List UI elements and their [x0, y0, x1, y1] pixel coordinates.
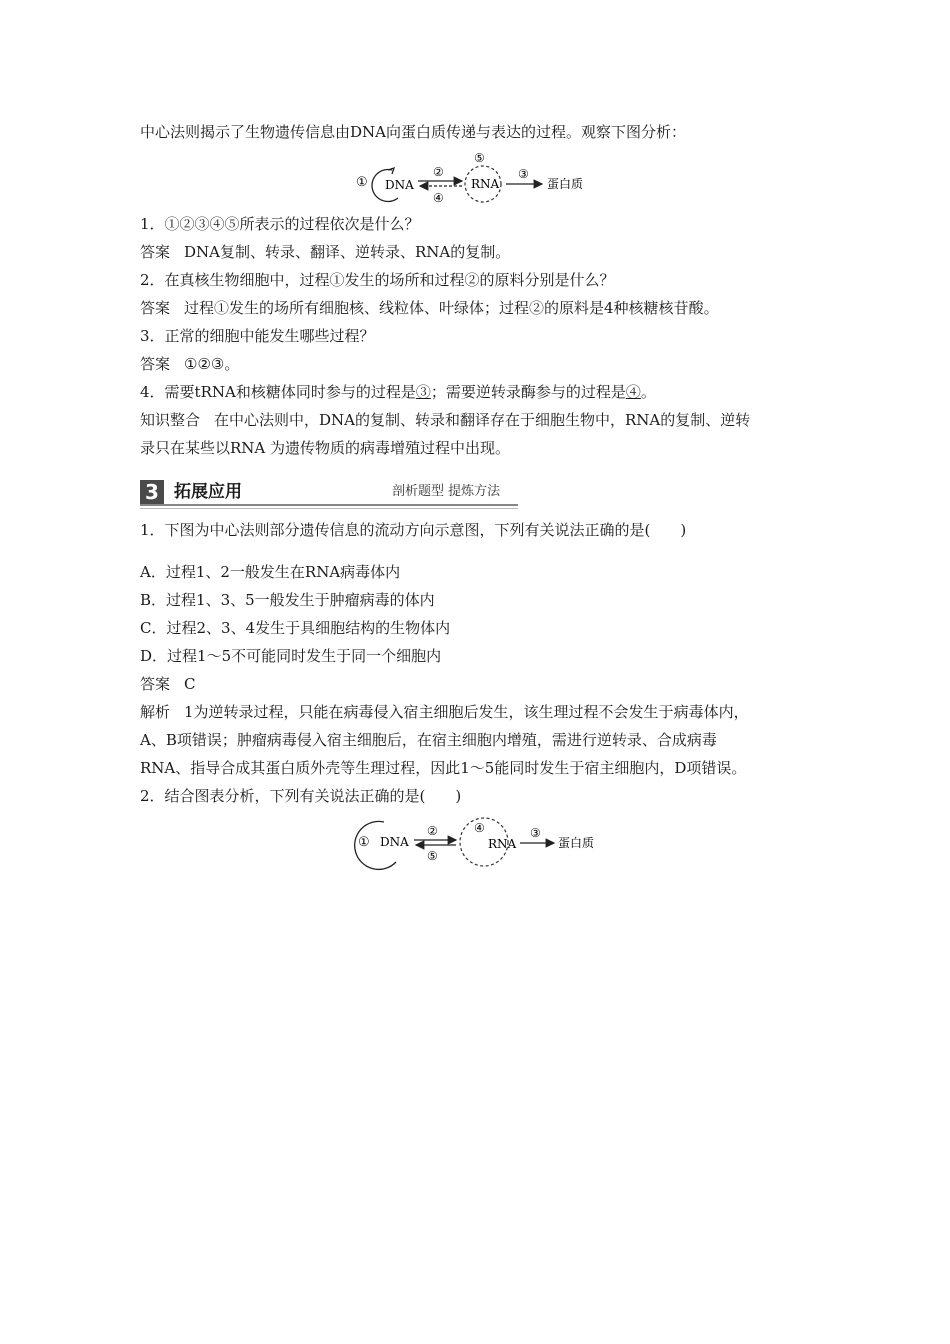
- d2-dna: DNA: [380, 835, 409, 849]
- analysis-label: 解析: [140, 703, 171, 721]
- q4-answer-1: ③: [415, 383, 431, 401]
- diagram-1-svg: [140, 146, 830, 210]
- q4-pre: 4．需要tRNA和核糖体同时参与的过程是: [140, 383, 416, 401]
- ex2-question: 2．结合图表分析，下列有关说法正确的是( ): [140, 787, 462, 805]
- figure-gap: [140, 544, 830, 558]
- answer-label: 答案: [140, 675, 171, 693]
- section-underline: [140, 504, 518, 506]
- d1-protein: 蛋白质: [547, 177, 584, 191]
- ex1-option-a: A．过程1、2一般发生在RNA病毒体内: [140, 563, 401, 581]
- central-dogma-diagram-1: [140, 146, 830, 210]
- section-subtitle: 剖析题型 提炼方法: [392, 484, 501, 499]
- summary-text-1: 在中心法则中，DNA的复制、转录和翻译存在于细胞生物中，RNA的复制、逆转: [214, 411, 751, 429]
- answer-label: 答案: [140, 243, 171, 261]
- d1-label-1: ①: [356, 175, 368, 190]
- answer-label: 答案: [140, 355, 171, 373]
- answer-text: DNA复制、转录、翻译、逆转录、RNA的复制。: [184, 243, 511, 261]
- answer-label: 答案: [140, 299, 171, 317]
- section-number: 3: [140, 480, 164, 504]
- q2-answer: [140, 294, 830, 322]
- section-header: [140, 476, 830, 510]
- d1-rna: RNA: [471, 177, 500, 191]
- ex1-question: 1．下图为中心法则部分遗传信息的流动方向示意图，下列有关说法正确的是( ): [140, 521, 687, 539]
- q4-mid: ；需要逆转录酶参与的过程是: [430, 383, 626, 401]
- document-page: [140, 118, 830, 874]
- ex1-analysis-1: [140, 698, 830, 726]
- ex1-option-c: C．过程2、3、4发生于具细胞结构的生物体内: [140, 619, 451, 637]
- summary-line-2: 录只在某些以RNA 为遗传物质的病毒增殖过程中出现。: [140, 439, 511, 457]
- q1-answer: [140, 238, 830, 266]
- ex1-option-d: D．过程1～5不可能同时发生于同一个细胞内: [140, 647, 442, 665]
- answer-text: C: [184, 675, 196, 693]
- q3-question: 3．正常的细胞中能发生哪些过程？: [140, 327, 375, 345]
- q3-answer: [140, 350, 830, 378]
- d2-label-3: ③: [530, 826, 541, 840]
- summary-line-1: [140, 406, 830, 434]
- summary-label: 知识整合: [140, 411, 201, 429]
- d2-label-4: ④: [474, 821, 485, 835]
- section-title: 拓展应用: [174, 482, 242, 502]
- central-dogma-diagram-2: [140, 810, 830, 874]
- d1-label-4: ④: [433, 191, 444, 205]
- d1-label-3: ③: [518, 167, 529, 181]
- ex1-option-b: B．过程1、3、5一般发生于肿瘤病毒的体内: [140, 591, 435, 609]
- d1-dna: DNA: [385, 178, 414, 192]
- d2-label-2: ②: [427, 824, 438, 838]
- ex1-answer: [140, 670, 830, 698]
- q2-question: 2．在真核生物细胞中，过程①发生的场所和过程②的原料分别是什么？: [140, 271, 615, 289]
- q4-post: 。: [640, 383, 656, 401]
- intro-text: 中心法则揭示了生物遗传信息由DNA向蛋白质传递与表达的过程。观察下图分析：: [140, 123, 686, 141]
- q1-question: 1．①②③④⑤所表示的过程依次是什么？: [140, 215, 420, 233]
- answer-text: ①②③。: [184, 355, 240, 373]
- diagram-2-svg: [140, 810, 830, 874]
- d2-rna: RNA: [488, 837, 517, 851]
- ex1-analysis-3: RNA、指导合成其蛋白质外壳等生理过程，因此1～5能同时发生于宿主细胞内，D项错误。: [140, 759, 747, 777]
- q4-statement: [140, 378, 830, 406]
- d2-label-1: ①: [358, 835, 370, 850]
- d2-protein: 蛋白质: [558, 836, 595, 850]
- analysis-text-1: 1为逆转录过程，只能在病毒侵入宿主细胞后发生，该生理过程不会发生于病毒体内，: [184, 703, 749, 721]
- d1-label-5: ⑤: [474, 151, 485, 165]
- d2-label-5: ⑤: [427, 849, 438, 863]
- ex1-analysis-2: A、B项错误；肿瘤病毒侵入宿主细胞后，在宿主细胞内增殖，需进行逆转录、合成病毒: [140, 731, 717, 749]
- q4-answer-2: ④: [625, 383, 641, 401]
- answer-text: 过程①发生的场所有细胞核、线粒体、叶绿体；过程②的原料是4种核糖核苷酸。: [184, 299, 719, 317]
- d1-label-2: ②: [433, 165, 444, 179]
- section-underline-thin: [140, 508, 518, 509]
